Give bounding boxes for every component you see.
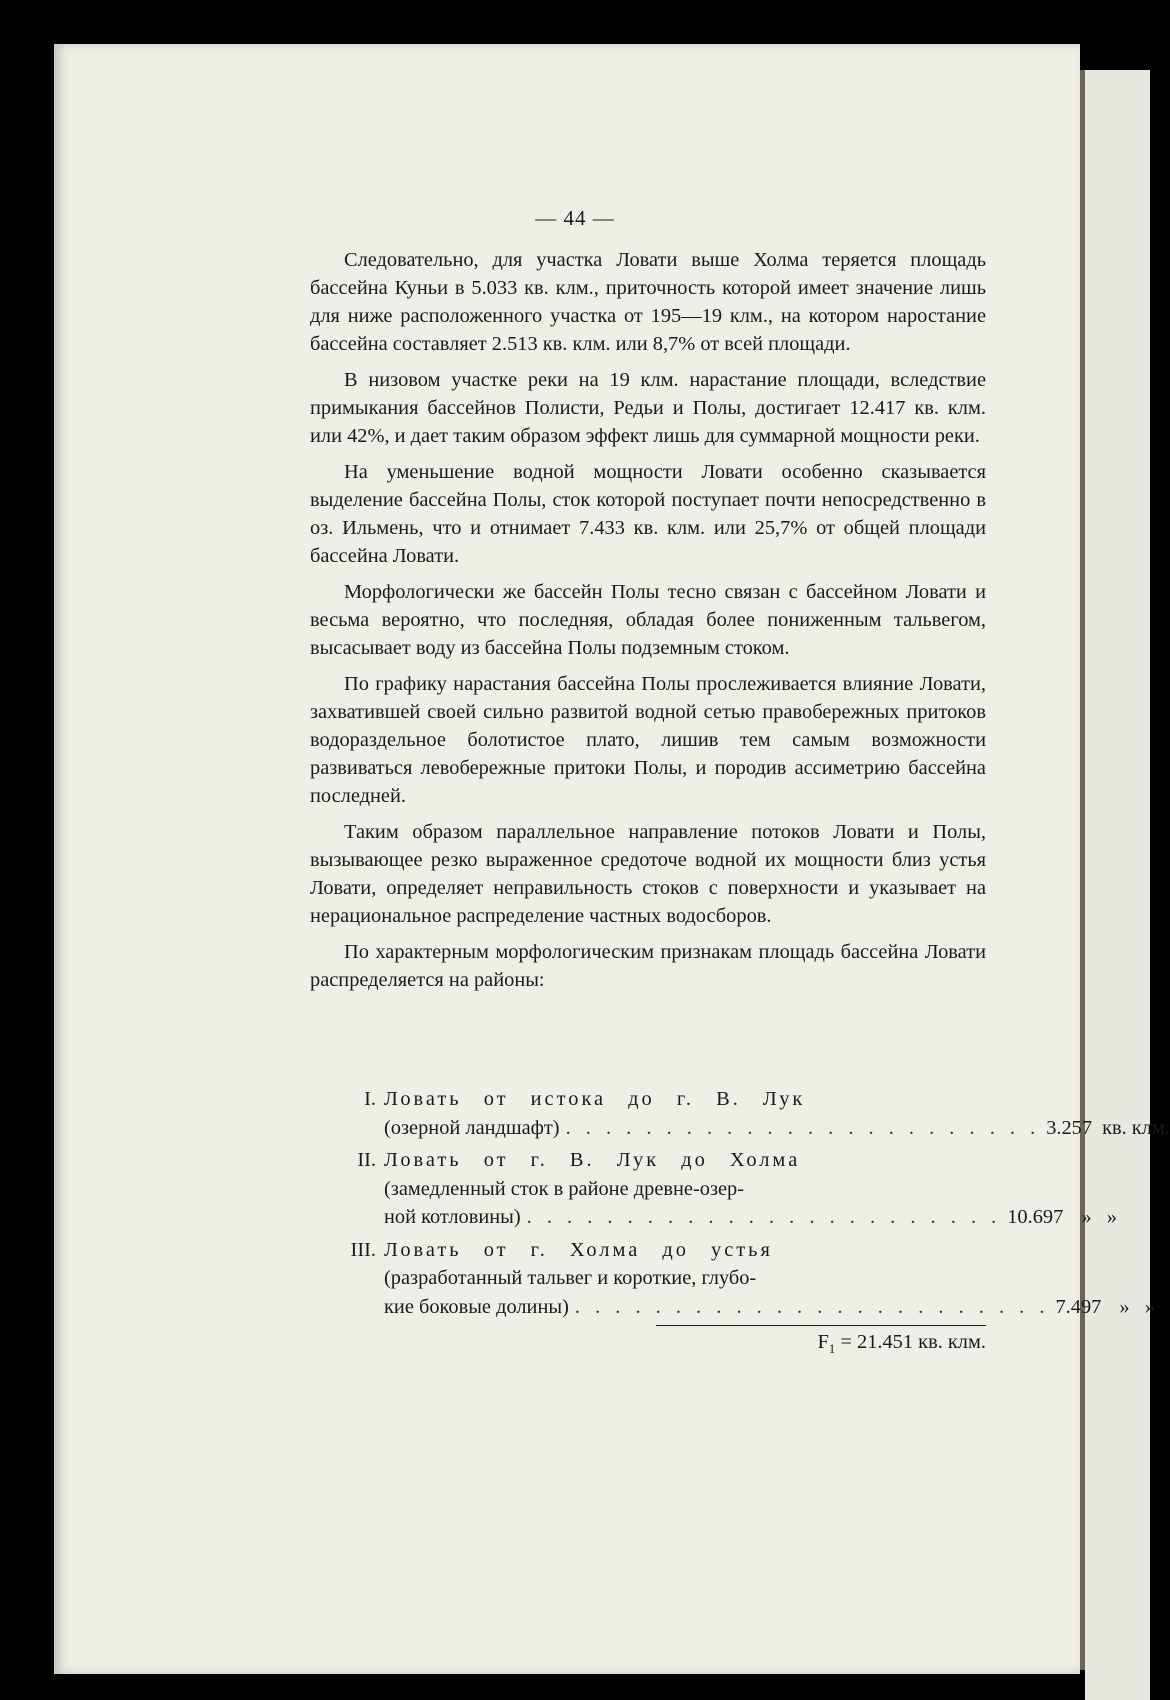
total-value: = 21.451 кв. клм.: [840, 1331, 986, 1353]
region-description: (озерной ландшафт): [384, 1116, 560, 1139]
region-item: [310, 1236, 1156, 1322]
region-area: 3.257: [1046, 1116, 1093, 1139]
region-numeral: III.: [350, 1238, 376, 1261]
total-symbol: F: [817, 1331, 829, 1353]
paragraph: Следовательно, для участка Ловати выше Холма теряется площадь бассейна Куньи в 5.033 кв. клм., приточность которой имеет значение лишь для ниже расположенного участка от 195—19 клм., на котором наростание бассейна составляет 2.513 кв. клм. или 8,7% от всей площади.: [310, 249, 986, 355]
page-number: — 44 —: [535, 206, 615, 230]
region-description: (замедленный сток в районе древне-озер-: [384, 1177, 745, 1200]
region-title: Ловать от г. В. Лук до Холма: [384, 1149, 801, 1171]
leader-dots: . . . . . . . . . . . . . . . . . . . . . . . .: [574, 1295, 1050, 1318]
body-text: [310, 246, 986, 1002]
facing-page-edge: [1085, 70, 1150, 1700]
leader-dots: . . . . . . . . . . . . . . . . . . . . . . . .: [565, 1116, 1041, 1139]
paragraph: В низовом участке реки на 19 клм. нарастание площади, вследствие примыкания бассейнов Полисти, Редьи и Полы, достигает 12.417 кв. клм. или 42%, и дает таким образом эффект лишь для суммарной мощности реки.: [310, 369, 986, 447]
paragraph: По графику нарастания бассейна Полы прослеживается влияние Ловати, захватившей своей сильно развитой водной сетью правобережных притоков водораздельное болотистое плато, лишив тем самым возможности развиваться левобережные притоки Полы, и породив ассиметрию бассейна последней.: [310, 673, 986, 807]
paragraph: По характерным морфологическим признакам площадь бассейна Ловати распределяется на районы:: [310, 941, 986, 991]
region-title: Ловать от г. Холма до устья: [384, 1238, 773, 1261]
region-area: 7.497: [1055, 1295, 1102, 1318]
region-area: 10.697: [1007, 1206, 1064, 1228]
region-title: Ловать от истока до г. В. Лук: [384, 1088, 806, 1110]
region-numeral: II.: [357, 1149, 376, 1171]
region-unit: » »: [1119, 1295, 1156, 1318]
paragraph: На уменьшение водной мощности Ловати особенно сказывается выделение бассейна Полы, сток которой поступает почти непосредственно в оз. Ильмень, что и отнимает 7.433 кв. клм. или 25,7% от общей площади бассейна Ловати.: [310, 461, 986, 567]
region-description: кие боковые долины): [384, 1295, 569, 1318]
total-area: [310, 1328, 986, 1364]
region-list: [310, 1085, 1170, 1364]
sum-rule: [656, 1325, 986, 1326]
region-item: [310, 1146, 1117, 1232]
region-description: ной котловины): [384, 1206, 521, 1228]
paragraph: Морфологически же бассейн Полы тесно связан с бассейном Ловати и весьма вероятно, что последняя, обладая более пониженным тальвегом, высасывает воду из бассейна Полы подземным стоком.: [310, 581, 986, 659]
total-subscript: 1: [828, 1341, 836, 1357]
region-numeral: I.: [364, 1088, 376, 1110]
paragraph: Таким образом параллельное направление потоков Ловати и Полы, вызывающее резко выраженное средоточе водной их мощности близ устья Ловати, определяет неправильность стоков с поверхности и указывает на нерациональное распределение частных водосборов.: [310, 821, 986, 927]
region-unit: » »: [1081, 1206, 1117, 1228]
leader-dots: . . . . . . . . . . . . . . . . . . . . . . . .: [526, 1206, 1002, 1228]
region-item: [310, 1085, 1170, 1142]
region-description: (разработанный тальвег и короткие, глубо-: [384, 1267, 757, 1289]
region-unit: кв. клм.: [1102, 1116, 1170, 1139]
